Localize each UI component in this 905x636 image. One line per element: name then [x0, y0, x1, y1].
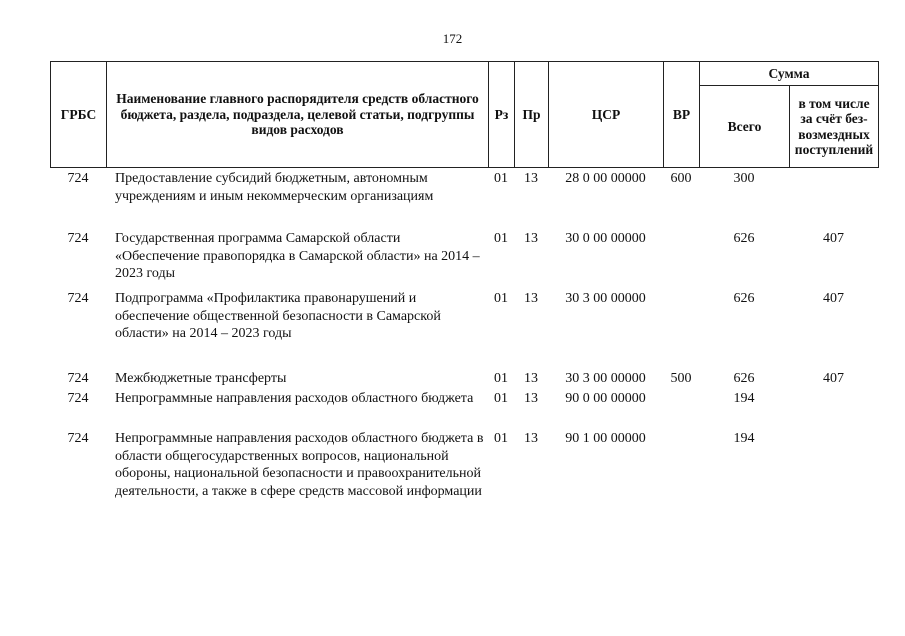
cell-name: Непрограммные направления расходов областного бюджета	[115, 391, 474, 406]
cell-total: 300	[733, 171, 755, 186]
cell-incl: 407	[823, 291, 844, 306]
cell-total: 626	[733, 371, 755, 386]
header-summa: Сумма	[700, 62, 879, 86]
cell-csr: 30 3 00 00000	[565, 371, 646, 386]
cell-vr	[663, 430, 699, 540]
cell-grbs: 724	[67, 371, 89, 386]
header-rz: Рз	[489, 62, 515, 168]
cell-total: 626	[733, 231, 755, 246]
cell-csr: 90 0 00 00000	[565, 391, 646, 406]
cell-incl	[789, 170, 878, 230]
cell-pr: 13	[524, 371, 538, 386]
cell-grbs: 724	[67, 171, 89, 186]
cell-pr: 13	[524, 231, 538, 246]
cell-rz: 01	[494, 291, 508, 306]
header-name: Наименование главного распорядителя средств областного бюджета, раздела, подраздела, целевой статьи, подгруппы видов расходов	[107, 62, 489, 168]
cell-csr: 30 0 00 00000	[565, 231, 646, 246]
cell-incl: 407	[823, 371, 844, 386]
cell-vr	[663, 290, 699, 370]
table-row	[50, 430, 878, 540]
cell-csr: 30 3 00 00000	[565, 291, 646, 306]
cell-vr	[663, 390, 699, 430]
cell-incl: 407	[823, 231, 844, 246]
cell-vr: 600	[670, 171, 692, 186]
table-row	[50, 370, 878, 390]
cell-grbs: 724	[67, 431, 89, 446]
header-grbs: ГРБС	[51, 62, 107, 168]
cell-name: Межбюджетные трансферты	[115, 371, 287, 386]
table-body	[50, 170, 878, 540]
cell-grbs: 724	[67, 291, 89, 306]
header-vsego: Всего	[700, 86, 790, 168]
cell-grbs: 724	[67, 391, 89, 406]
cell-name: Предоставление субсидий бюджетным, автономным учреждениям и иным некоммерческим организациям	[115, 171, 434, 204]
cell-csr: 90 1 00 00000	[565, 431, 646, 446]
table-header	[50, 61, 879, 168]
cell-rz: 01	[494, 231, 508, 246]
cell-rz: 01	[494, 391, 508, 406]
cell-name: Подпрограмма «Профилактика правонарушений и обеспечение общественной безопасности в Самарской области» на 2014 – 2023 годы	[115, 291, 441, 341]
cell-name: Непрограммные направления расходов областного бюджета в области общегосударственных вопросов, национальной обороны, национальной безопасности и правоохранительной деятельности, а также в сфере средств массовой информации	[115, 431, 484, 499]
cell-rz: 01	[494, 171, 508, 186]
cell-rz: 01	[494, 371, 508, 386]
cell-total: 626	[733, 291, 755, 306]
cell-csr: 28 0 00 00000	[565, 171, 646, 186]
cell-total: 194	[733, 391, 755, 406]
cell-pr: 13	[524, 291, 538, 306]
table-row	[50, 290, 878, 370]
header-pr: Пр	[515, 62, 549, 168]
cell-total: 194	[733, 431, 755, 446]
cell-incl	[789, 430, 878, 540]
cell-vr: 500	[670, 371, 692, 386]
page-number: 172	[442, 31, 463, 46]
cell-vr	[663, 230, 699, 290]
header-csr: ЦСР	[549, 62, 664, 168]
table-row	[50, 230, 878, 290]
table-row	[50, 390, 878, 430]
cell-name: Государственная программа Самарской области «Обеспечение правопорядка в Самарской области» на 2014 – 2023 годы	[115, 231, 480, 281]
cell-rz: 01	[494, 431, 508, 446]
cell-incl	[789, 390, 878, 430]
cell-grbs: 724	[67, 231, 89, 246]
header-vr: ВР	[664, 62, 700, 168]
cell-pr: 13	[524, 431, 538, 446]
cell-pr: 13	[524, 391, 538, 406]
cell-pr: 13	[524, 171, 538, 186]
header-incl: в том числе за счёт без-возмездных поступлений	[790, 86, 879, 168]
table-row	[50, 170, 878, 230]
